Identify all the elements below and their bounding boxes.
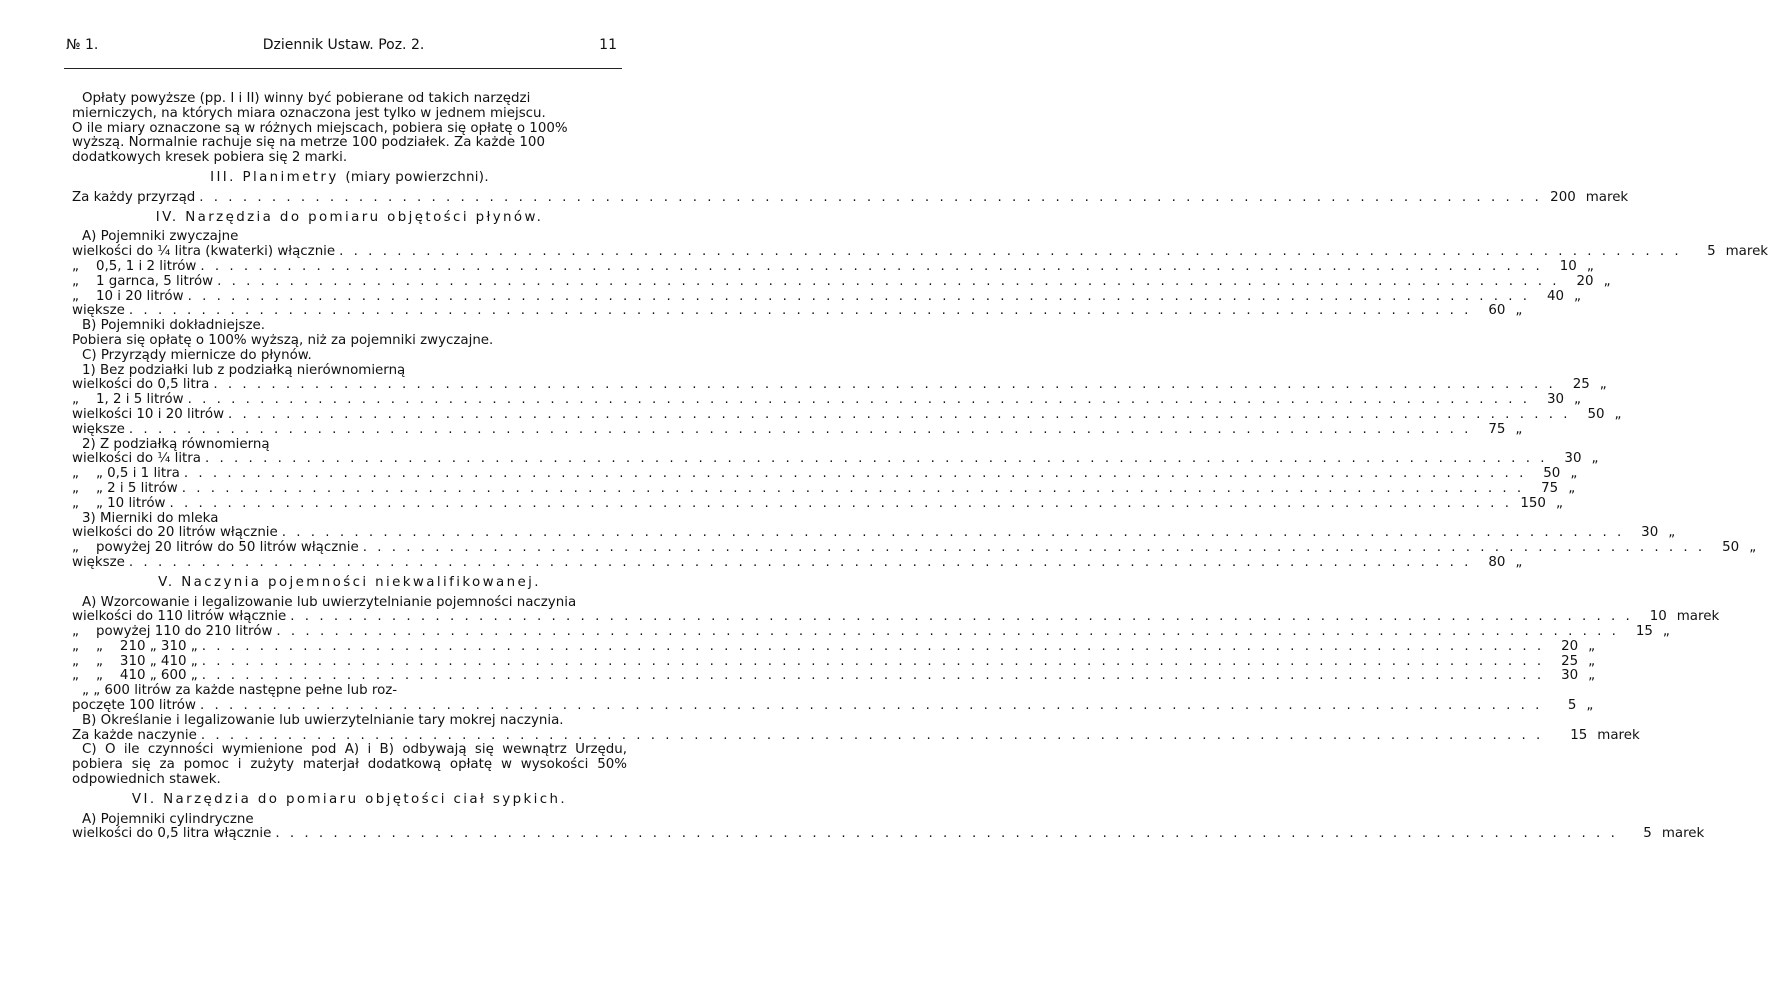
leader-dots — [213, 275, 1559, 290]
price-list — [72, 609, 1720, 684]
price-row — [72, 540, 1757, 556]
text-line: Pobiera się opłatę o 100% wyższą, niż za pojemniki zwyczajne. — [72, 332, 494, 348]
header-rule — [64, 68, 622, 69]
price-row — [72, 392, 1581, 408]
section-heading-vi: VI. Narzędzia do pomiaru objętości ciał sypkich. — [131, 791, 568, 807]
row-unit: „ — [1574, 392, 1581, 408]
row-label: „ „ 310 „ 410 „ — [72, 653, 198, 669]
row-value: 25 — [1572, 377, 1590, 393]
price-row — [72, 480, 1576, 497]
leader-dots — [198, 655, 1544, 670]
price-list — [72, 826, 1705, 842]
row-unit: „ — [1555, 495, 1563, 511]
text-line: dodatkowych kresek pobiera się 2 marki. — [72, 150, 348, 166]
price-row — [72, 554, 1523, 571]
text-line: Opłaty powyższe (pp. I i II) winny być pobierane od takich narzędzi — [82, 91, 531, 106]
row-unit: „ — [1570, 466, 1578, 482]
row-label: większe — [72, 303, 125, 319]
price-row — [72, 698, 1594, 714]
leader-dots — [209, 378, 1555, 393]
row-label: „ 1, 2 i 5 litrów — [72, 392, 184, 408]
row-label: „ powyżej 110 do 210 litrów — [72, 624, 273, 640]
row-label: wielkości do ¼ litra — [72, 451, 202, 467]
row-label: wielkości do 0,5 litra — [72, 377, 210, 393]
row-value: 50 — [1722, 540, 1740, 556]
row-unit: „ — [1515, 554, 1523, 570]
subheading: C) Przyrządy miernicze do płynów. — [82, 347, 312, 363]
price-row — [72, 466, 1578, 482]
price-row — [72, 421, 1523, 438]
section-heading-iv: IV. Narzędzia do pomiaru objętości płynów. — [155, 209, 544, 225]
price-row — [72, 288, 1581, 305]
price-row — [72, 406, 1622, 423]
row-label: „ powyżej 20 litrów do 50 litrów włącznie — [72, 540, 359, 556]
price-row — [72, 258, 1594, 275]
leader-dots — [271, 827, 1617, 842]
leader-dots — [224, 408, 1570, 423]
row-unit: „ — [1588, 638, 1596, 654]
document-body — [72, 91, 1769, 842]
leader-dots — [178, 482, 1524, 497]
row-value: 50 — [1543, 466, 1561, 482]
row-label: „ 0,5, 1 i 2 litrów — [72, 258, 197, 274]
leader-dots — [125, 304, 1471, 319]
row-value: 150 — [1520, 495, 1546, 511]
row-label: wielkości do 110 litrów włącznie — [72, 609, 287, 625]
row-label: „ „ 210 „ 310 „ — [72, 638, 198, 654]
price-row — [72, 451, 1599, 467]
row-unit: „ — [1586, 258, 1594, 274]
section-heading-iii — [72, 171, 627, 186]
subheading: 3) Mierniki do mleka — [82, 510, 219, 526]
row-value: 75 — [1541, 480, 1559, 496]
subheading: 1) Bez podziałki lub z podziałką nierównomierną — [82, 362, 406, 378]
row-label: większe — [72, 421, 125, 437]
subheading: A) Pojemniki cylindryczne — [82, 811, 254, 827]
row-unit: „ — [1588, 653, 1596, 669]
row-label: „ „ 410 „ 600 „ — [72, 668, 198, 684]
row-label: wielkości do ¼ litra (kwaterki) włącznie — [72, 244, 336, 260]
intro-paragraph — [72, 92, 627, 166]
leader-dots — [184, 290, 1530, 305]
price-row — [72, 377, 1607, 393]
leader-dots — [335, 245, 1681, 260]
row-value: 30 — [1546, 392, 1565, 408]
page-header — [66, 37, 621, 57]
row-label: „ „ 10 litrów — [72, 495, 166, 511]
price-list — [72, 377, 1622, 437]
leader-dots — [196, 260, 1542, 275]
leader-dots — [125, 423, 1471, 438]
price-list — [72, 244, 1769, 319]
row-value: 15 — [1570, 727, 1588, 743]
row-label: większe — [72, 554, 125, 570]
page-number: 11 — [599, 37, 617, 53]
section-heading-v: V. Naczynia pojemności niekwalifikowanej. — [158, 574, 541, 590]
price-row — [72, 244, 1769, 260]
row-value: 25 — [1561, 653, 1579, 669]
row-unit: marek — [1725, 244, 1769, 260]
row-unit: „ — [1603, 273, 1611, 289]
price-row — [72, 624, 1670, 640]
subheading: A) Wzorcowanie i legalizowanie lub uwierzytelnianie pojemności naczynia — [82, 594, 577, 610]
price-row — [72, 609, 1720, 625]
price-list — [72, 451, 1599, 511]
row-value: 10 — [1559, 258, 1577, 274]
row-label: Za każde naczynie — [72, 727, 197, 743]
leader-dots — [278, 526, 1624, 541]
row-label: „ „ 0,5 i 1 litra — [72, 466, 180, 482]
row-unit: „ — [1586, 698, 1594, 714]
leader-dots — [198, 640, 1544, 655]
row-unit: marek — [1585, 189, 1629, 205]
row-label: wielkości do 0,5 litra włącznie — [72, 826, 272, 842]
issue-number: № 1. — [66, 37, 99, 53]
leader-dots — [180, 467, 1526, 482]
row-value: 5 — [1567, 698, 1577, 714]
section-note: (miary powierzchni). — [345, 169, 489, 185]
row-unit: „ — [1568, 480, 1576, 496]
price-list — [72, 525, 1757, 570]
row-unit: „ — [1574, 288, 1581, 304]
price-row — [72, 189, 1629, 206]
row-label: Za każdy przyrząd — [72, 189, 196, 205]
text-line: B) Określanie i legalizowanie lub uwierzytelnianie tary mokrej naczynia. — [82, 712, 564, 728]
price-row — [72, 826, 1705, 842]
row-value: 60 — [1488, 303, 1506, 319]
row-unit: „ — [1599, 377, 1607, 393]
row-unit: „ — [1515, 421, 1523, 437]
row-value: 30 — [1564, 451, 1582, 467]
leader-dots — [196, 699, 1542, 714]
row-unit: „ — [1591, 451, 1599, 467]
row-unit: „ — [1515, 303, 1523, 319]
section-title: III. Planimetry — [210, 169, 339, 185]
price-row — [72, 303, 1523, 319]
subheading: A) Pojemniki zwyczajne — [82, 229, 239, 245]
leader-dots — [359, 541, 1705, 556]
row-unit: „ — [1668, 525, 1676, 541]
text-paragraph: C) O ile czynności wymienione pod A) i B) odbywają się wewnątrz Urzędu, pobiera się za pomoc i zużyty materjał dodatkową opłatę w wysokości 50% odpowiednich stawek. — [72, 742, 627, 788]
text-line: „ „ 600 litrów za każde następne pełne lub roz- — [82, 683, 398, 699]
leader-dots — [286, 610, 1632, 625]
row-value: 30 — [1561, 668, 1579, 684]
row-unit: „ — [1749, 540, 1757, 556]
row-label: wielkości 10 i 20 litrów — [72, 406, 225, 422]
row-unit: marek — [1661, 826, 1705, 842]
price-row — [72, 525, 1676, 541]
row-value: 200 — [1550, 189, 1576, 205]
subheading: B) Pojemniki dokładniejsze. — [82, 318, 266, 334]
row-unit: „ — [1614, 406, 1622, 422]
leader-dots — [198, 669, 1544, 684]
row-label: poczęte 100 litrów — [72, 698, 196, 714]
row-unit: marek — [1597, 727, 1640, 743]
leader-dots — [125, 556, 1471, 571]
price-row — [72, 638, 1596, 655]
row-value: 15 — [1635, 624, 1653, 640]
row-value: 20 — [1576, 273, 1594, 289]
leader-dots — [184, 393, 1530, 408]
text-line: O ile miary oznaczone są w różnych miejscach, pobiera się opłatę o 100% — [72, 120, 568, 136]
leader-dots — [166, 497, 1512, 512]
subheading: 2) Z podziałką równomierną — [82, 436, 270, 452]
text-line: wyższą. Normalnie rachuje się na metrze 100 podziałek. Za każde 100 — [72, 135, 545, 151]
row-label: wielkości do 20 litrów włącznie — [72, 525, 278, 541]
row-value: 30 — [1641, 525, 1659, 541]
row-value: 40 — [1546, 288, 1565, 304]
text-line: mierniczych, na których miara oznaczona jest tylko w jednem miejscu. — [72, 105, 546, 121]
row-label: „ 1 garnca, 5 litrów — [72, 273, 214, 289]
price-row — [72, 273, 1611, 290]
row-unit: „ — [1662, 624, 1670, 640]
row-value: 80 — [1488, 554, 1506, 570]
leader-dots — [272, 625, 1618, 640]
row-label: „ „ 2 i 5 litrów — [72, 480, 178, 496]
journal-title: Dziennik Ustaw. Poz. 2. — [262, 37, 425, 53]
price-row — [72, 653, 1596, 670]
row-unit: marek — [1676, 609, 1720, 625]
price-list — [72, 189, 1629, 206]
leader-dots — [201, 452, 1547, 467]
row-value: 10 — [1649, 609, 1667, 625]
row-value: 20 — [1561, 638, 1579, 654]
row-value: 50 — [1587, 406, 1605, 422]
price-row — [72, 495, 1563, 512]
row-label: „ 10 i 20 litrów — [72, 288, 184, 304]
leader-dots — [195, 191, 1541, 206]
row-value: 5 — [1643, 826, 1652, 842]
row-value: 75 — [1488, 421, 1506, 437]
row-unit: „ — [1588, 668, 1596, 684]
row-value: 5 — [1707, 244, 1716, 260]
